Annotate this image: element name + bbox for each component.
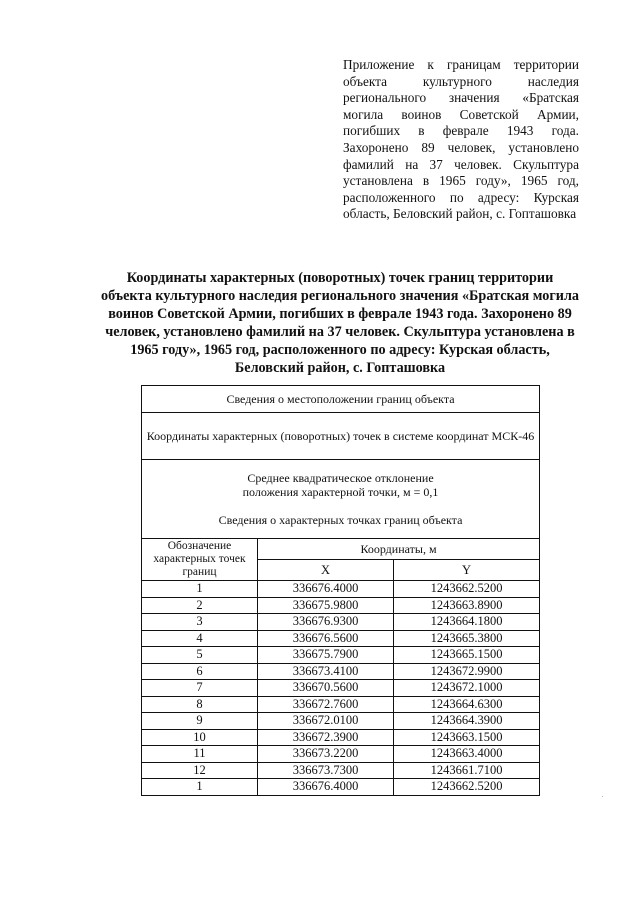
x-coordinate-cell: 336672.3900: [258, 729, 394, 746]
point-designation-header: Обозначение характерных точек границ: [142, 539, 258, 581]
table-row: [142, 696, 540, 713]
y-coordinate-cell: 1243662.5200: [394, 779, 540, 796]
y-coordinate-cell: 1243664.6300: [394, 696, 540, 713]
y-coordinate-cell: 1243663.1500: [394, 729, 540, 746]
table-row: [142, 630, 540, 647]
point-number-cell: 9: [142, 713, 258, 730]
x-coordinate-cell: 336670.5600: [258, 680, 394, 697]
x-coordinate-cell: 336675.9800: [258, 597, 394, 614]
point-number-cell: 3: [142, 614, 258, 631]
y-coordinate-cell: 1243665.3800: [394, 630, 540, 647]
table-row: [142, 647, 540, 664]
y-coordinate-cell: 1243663.4000: [394, 746, 540, 763]
table-body: [142, 581, 540, 796]
appendix-note: Приложение к границам территории объекта культурного наследия регионального значения «Братская могила воинов Советской Армии, погибших в феврале 1943 года. Захоронено 89 человек, установлено фамилий на 37 человек. Скульптура установлена в 1965 году», 1965 год, расположенного по адресу: Курская область, Беловский район, с. Гопташовка: [343, 57, 579, 222]
x-coordinate-cell: 336673.4100: [258, 663, 394, 680]
table-row: [142, 597, 540, 614]
document-title: Координаты характерных (поворотных) точек границ территории объекта культурного наследия регионального значения «Братская могила воинов Советской Армии, погибших в феврале 1943 года. Захоронено 89 человек, установлено фамилий на 37 человек. Скульптура установлена в 1965 году», 1965 год, расположенного по адресу: Курская область, Беловский район, с. Гопташовка: [100, 270, 580, 376]
point-number-cell: 1: [142, 581, 258, 598]
x-coordinate-cell: 336676.4000: [258, 779, 394, 796]
points-header: Сведения о характерных точках границ объекта: [218, 513, 463, 527]
point-number-cell: 1: [142, 779, 258, 796]
rms-line-1: Среднее квадратическое отклонение: [247, 471, 434, 485]
coordinates-table: [141, 385, 540, 796]
x-coordinate-cell: 336676.4000: [258, 581, 394, 598]
point-number-cell: 8: [142, 696, 258, 713]
table-row: [142, 746, 540, 763]
table-row: [142, 614, 540, 631]
x-coordinate-cell: 336676.5600: [258, 630, 394, 647]
y-coordinate-cell: 1243663.8900: [394, 597, 540, 614]
y-coordinate-cell: 1243672.1000: [394, 680, 540, 697]
table-row: [142, 663, 540, 680]
y-coordinate-cell: 1243664.3900: [394, 713, 540, 730]
x-coordinate-cell: 336672.7600: [258, 696, 394, 713]
y-coordinate-cell: 1243665.1500: [394, 647, 540, 664]
table-row: [142, 713, 540, 730]
table-row: [142, 680, 540, 697]
y-column-header: Y: [394, 560, 540, 581]
table-row: [142, 779, 540, 796]
y-coordinate-cell: 1243662.5200: [394, 581, 540, 598]
table-row: [142, 581, 540, 598]
x-coordinate-cell: 336672.0100: [258, 713, 394, 730]
x-column-header: X: [258, 560, 394, 581]
point-number-cell: 11: [142, 746, 258, 763]
point-number-cell: 2: [142, 597, 258, 614]
x-coordinate-cell: 336673.2200: [258, 746, 394, 763]
point-number-cell: 10: [142, 729, 258, 746]
table-row: [142, 729, 540, 746]
scan-speck: [602, 796, 603, 797]
y-coordinate-cell: 1243672.9900: [394, 663, 540, 680]
coordinates-header: Координаты, м: [258, 539, 540, 560]
coordinate-system-header: Координаты характерных (поворотных) точек в системе координат МСК-46: [142, 413, 540, 460]
y-coordinate-cell: 1243664.1800: [394, 614, 540, 631]
metadata-cell: [142, 460, 540, 539]
table-row: [142, 762, 540, 779]
point-number-cell: 5: [142, 647, 258, 664]
y-coordinate-cell: 1243661.7100: [394, 762, 540, 779]
x-coordinate-cell: 336676.9300: [258, 614, 394, 631]
point-number-cell: 12: [142, 762, 258, 779]
rms-line-2: положения характерной точки, м = 0,1: [242, 485, 439, 499]
point-number-cell: 7: [142, 680, 258, 697]
x-coordinate-cell: 336675.7900: [258, 647, 394, 664]
x-coordinate-cell: 336673.7300: [258, 762, 394, 779]
point-number-cell: 4: [142, 630, 258, 647]
location-header: Сведения о местоположении границ объекта: [142, 386, 540, 413]
point-number-cell: 6: [142, 663, 258, 680]
